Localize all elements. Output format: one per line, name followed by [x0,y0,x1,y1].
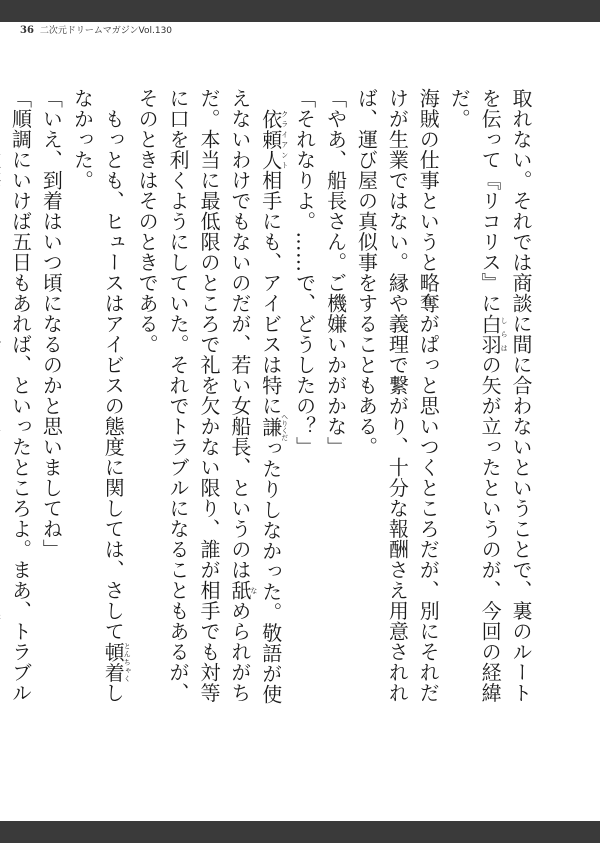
ruby-reading: クライアント [280,108,289,170]
body-text [8,88,536,708]
paragraph [36,88,67,708]
text-run: しなかった。 [70,88,126,703]
ruby-word [258,108,289,171]
paragraph [289,88,320,708]
top-bar [0,0,600,22]
ruby-base: 謙 [258,413,283,441]
text-run: 「順調にいけば五日もあれば、といったところよ。まあ、トラブル [8,88,33,703]
ruby-word [227,580,258,601]
ruby-reading: な [249,580,258,601]
paragraph [320,88,351,708]
text-run: 「やあ、船長さん。ご機嫌いかがかな」 [323,88,348,457]
text-run [259,88,283,109]
page-number: 36 [20,25,34,36]
text-run: められがちだ。本当に最低限のところで礼を欠かない限り、誰が相手でも対等に口を利くようにしていた。それでトラブルになることもあるが、そのときはそのときである。 [135,88,252,703]
ruby-word [258,413,289,441]
magazine-title: 二次元ドリームマガジンVol.130 [39,26,173,36]
ruby-reading: とんちゃく [123,641,132,683]
ruby-base: 舐 [227,580,252,601]
ruby-word [101,641,132,683]
ruby-reading: へりくだ [280,413,289,441]
paragraph [0,88,36,708]
text-run: 「いえ、到着はいつ頃になるのかと思いましてね」 [39,88,64,560]
text-run: 相手にも、アイビスは特に [258,170,283,416]
text-run: 「それなりよ。……で、どうしたの？」 [292,88,317,457]
text-run: 取れない。それでは商談に間に合わないということで、裏のルートを伝って『リコリス』に [478,88,533,703]
paragraph [443,88,536,708]
text-run: もっとも、ヒュースはアイビスの態度に関しては、さして [101,88,126,642]
ruby-base: 頓着 [101,641,126,683]
page-header [20,24,172,38]
ruby-reading: しらは [500,313,509,355]
text-run: の矢が立ったというのが、今回の経緯だ。 [447,88,503,703]
paragraph [351,88,444,708]
ruby-base: 白羽 [478,313,503,355]
ruby-word [478,313,509,355]
text-run: 海賊の仕事というと略奪がぱっと思いつくところだが、別にそれだけが生業ではない。縁や義理で繋がり、十分な報酬さえ用意されれば、運び屋の真似事をすることもある。 [354,88,441,703]
ruby-base: 依頼人 [258,108,283,170]
bottom-bar [0,821,600,843]
paragraph [66,88,131,708]
text-run: ったりしなかった。敬語が使えないわけでもないのだが、若い女船長、というのは [227,88,283,705]
paragraph [131,88,289,708]
